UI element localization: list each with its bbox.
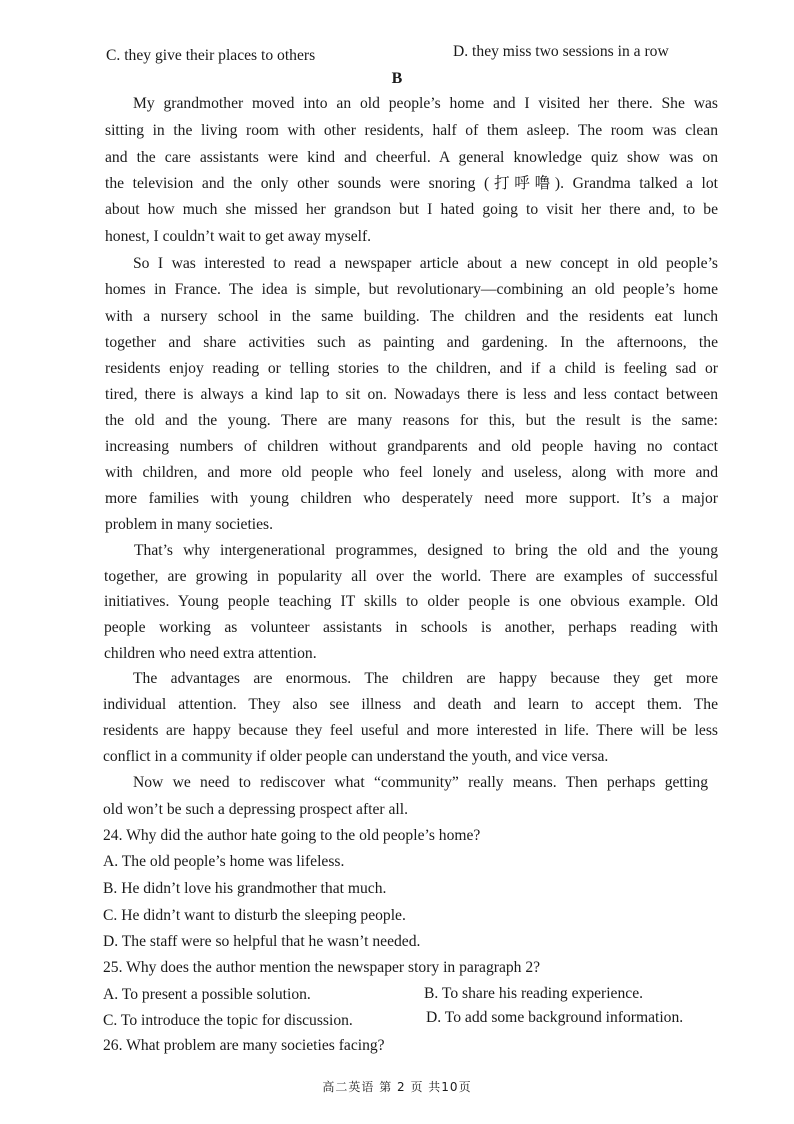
- passage-line: with children, and more old people who feel lonely and useless, along with more and: [105, 464, 718, 481]
- passage-line: increasing numbers of children without grandparents and old people having no contact: [105, 438, 718, 455]
- question-24-stem: 24. Why did the author hate going to the old people’s home?: [103, 827, 481, 844]
- passage-line: That’s why intergenerational programmes, designed to bring the old and the young: [134, 542, 718, 559]
- question-24-option-d: D. The staff were so helpful that he wasn’t needed.: [103, 933, 421, 950]
- passage-line: children who need extra attention.: [104, 645, 317, 662]
- passage-line: initiatives. Young people teaching IT skills to older people is one obvious example. Old: [104, 593, 718, 610]
- passage-line: the television and the only other sounds were snoring (打呼噜). Grandma talked a lot: [105, 175, 718, 192]
- passage-line: more families with young children who desperately need more support. It’s a major: [105, 490, 718, 507]
- passage-line: together and share activities such as painting and gardening. In the afternoons, the: [105, 334, 718, 351]
- passage-line: the old and the young. There are many reasons for this, but the result is the same:: [105, 412, 718, 429]
- page-footer: 高二英语 第 2 页 共10页: [322, 1080, 472, 1094]
- passage-line: sitting in the living room with other residents, half of them asleep. The room was clean: [105, 122, 718, 139]
- passage-line: residents enjoy reading or telling stories to the children, and if a child is feeling sad or: [105, 360, 718, 377]
- passage-line: and the care assistants were kind and cheerful. A general knowledge quiz show was on: [105, 149, 718, 166]
- passage-line: people working as volunteer assistants in schools is another, perhaps reading with: [104, 619, 718, 636]
- passage-line: problem in many societies.: [105, 516, 274, 533]
- passage-line: individual attention. They also see illness and death and learn to accept them. The: [103, 696, 718, 713]
- question-26-stem: 26. What problem are many societies facing?: [103, 1037, 385, 1054]
- question-25-option-a: A. To present a possible solution.: [103, 986, 311, 1003]
- passage-line: homes in France. The idea is simple, but revolutionary—combining an old people’s home: [105, 281, 718, 298]
- passage-line: about how much she missed her grandson but I hated going to visit her there and, to be: [105, 201, 718, 218]
- passage-line: The advantages are enormous. The children are happy because they get more: [133, 670, 718, 687]
- question-24-option-a: A. The old people’s home was lifeless.: [103, 853, 345, 870]
- passage-line: So I was interested to read a newspaper article about a new concept in old people’s: [133, 255, 718, 272]
- passage-line: tired, there is always a kind lap to sit on. Nowadays there is less and less contact between: [105, 386, 718, 403]
- passage-line: residents are happy because they feel useful and more interested in life. There will be less: [103, 722, 718, 739]
- question-25-option-d: D. To add some background information.: [426, 1009, 684, 1026]
- passage-line: honest, I couldn’t wait to get away myself.: [105, 228, 372, 245]
- question-24-option-b: B. He didn’t love his grandmother that much.: [103, 880, 387, 897]
- question-24-option-c: C. He didn’t want to disturb the sleeping people.: [103, 907, 406, 924]
- passage-line: conflict in a community if older people can understand the youth, and vice versa.: [103, 748, 609, 765]
- passage-line: old won’t be such a depressing prospect after all.: [103, 801, 408, 818]
- question-25-option-b: B. To share his reading experience.: [424, 985, 644, 1002]
- prev-option-c: C. they give their places to others: [106, 47, 316, 64]
- question-25-option-c: C. To introduce the topic for discussion.: [103, 1012, 353, 1029]
- prev-option-d: D. they miss two sessions in a row: [453, 43, 669, 60]
- passage-line: together, are growing in popularity all over the world. There are examples of successful: [104, 568, 718, 585]
- passage-line: Now we need to rediscover what “community” really means. Then perhaps getting: [133, 774, 708, 791]
- passage-line: with a nursery school in the same building. The children and the residents eat lunch: [105, 308, 718, 325]
- passage-line: My grandmother moved into an old people’s home and I visited her there. She was: [133, 95, 718, 112]
- section-label: B: [391, 70, 403, 87]
- question-25-stem: 25. Why does the author mention the newspaper story in paragraph 2?: [103, 959, 541, 976]
